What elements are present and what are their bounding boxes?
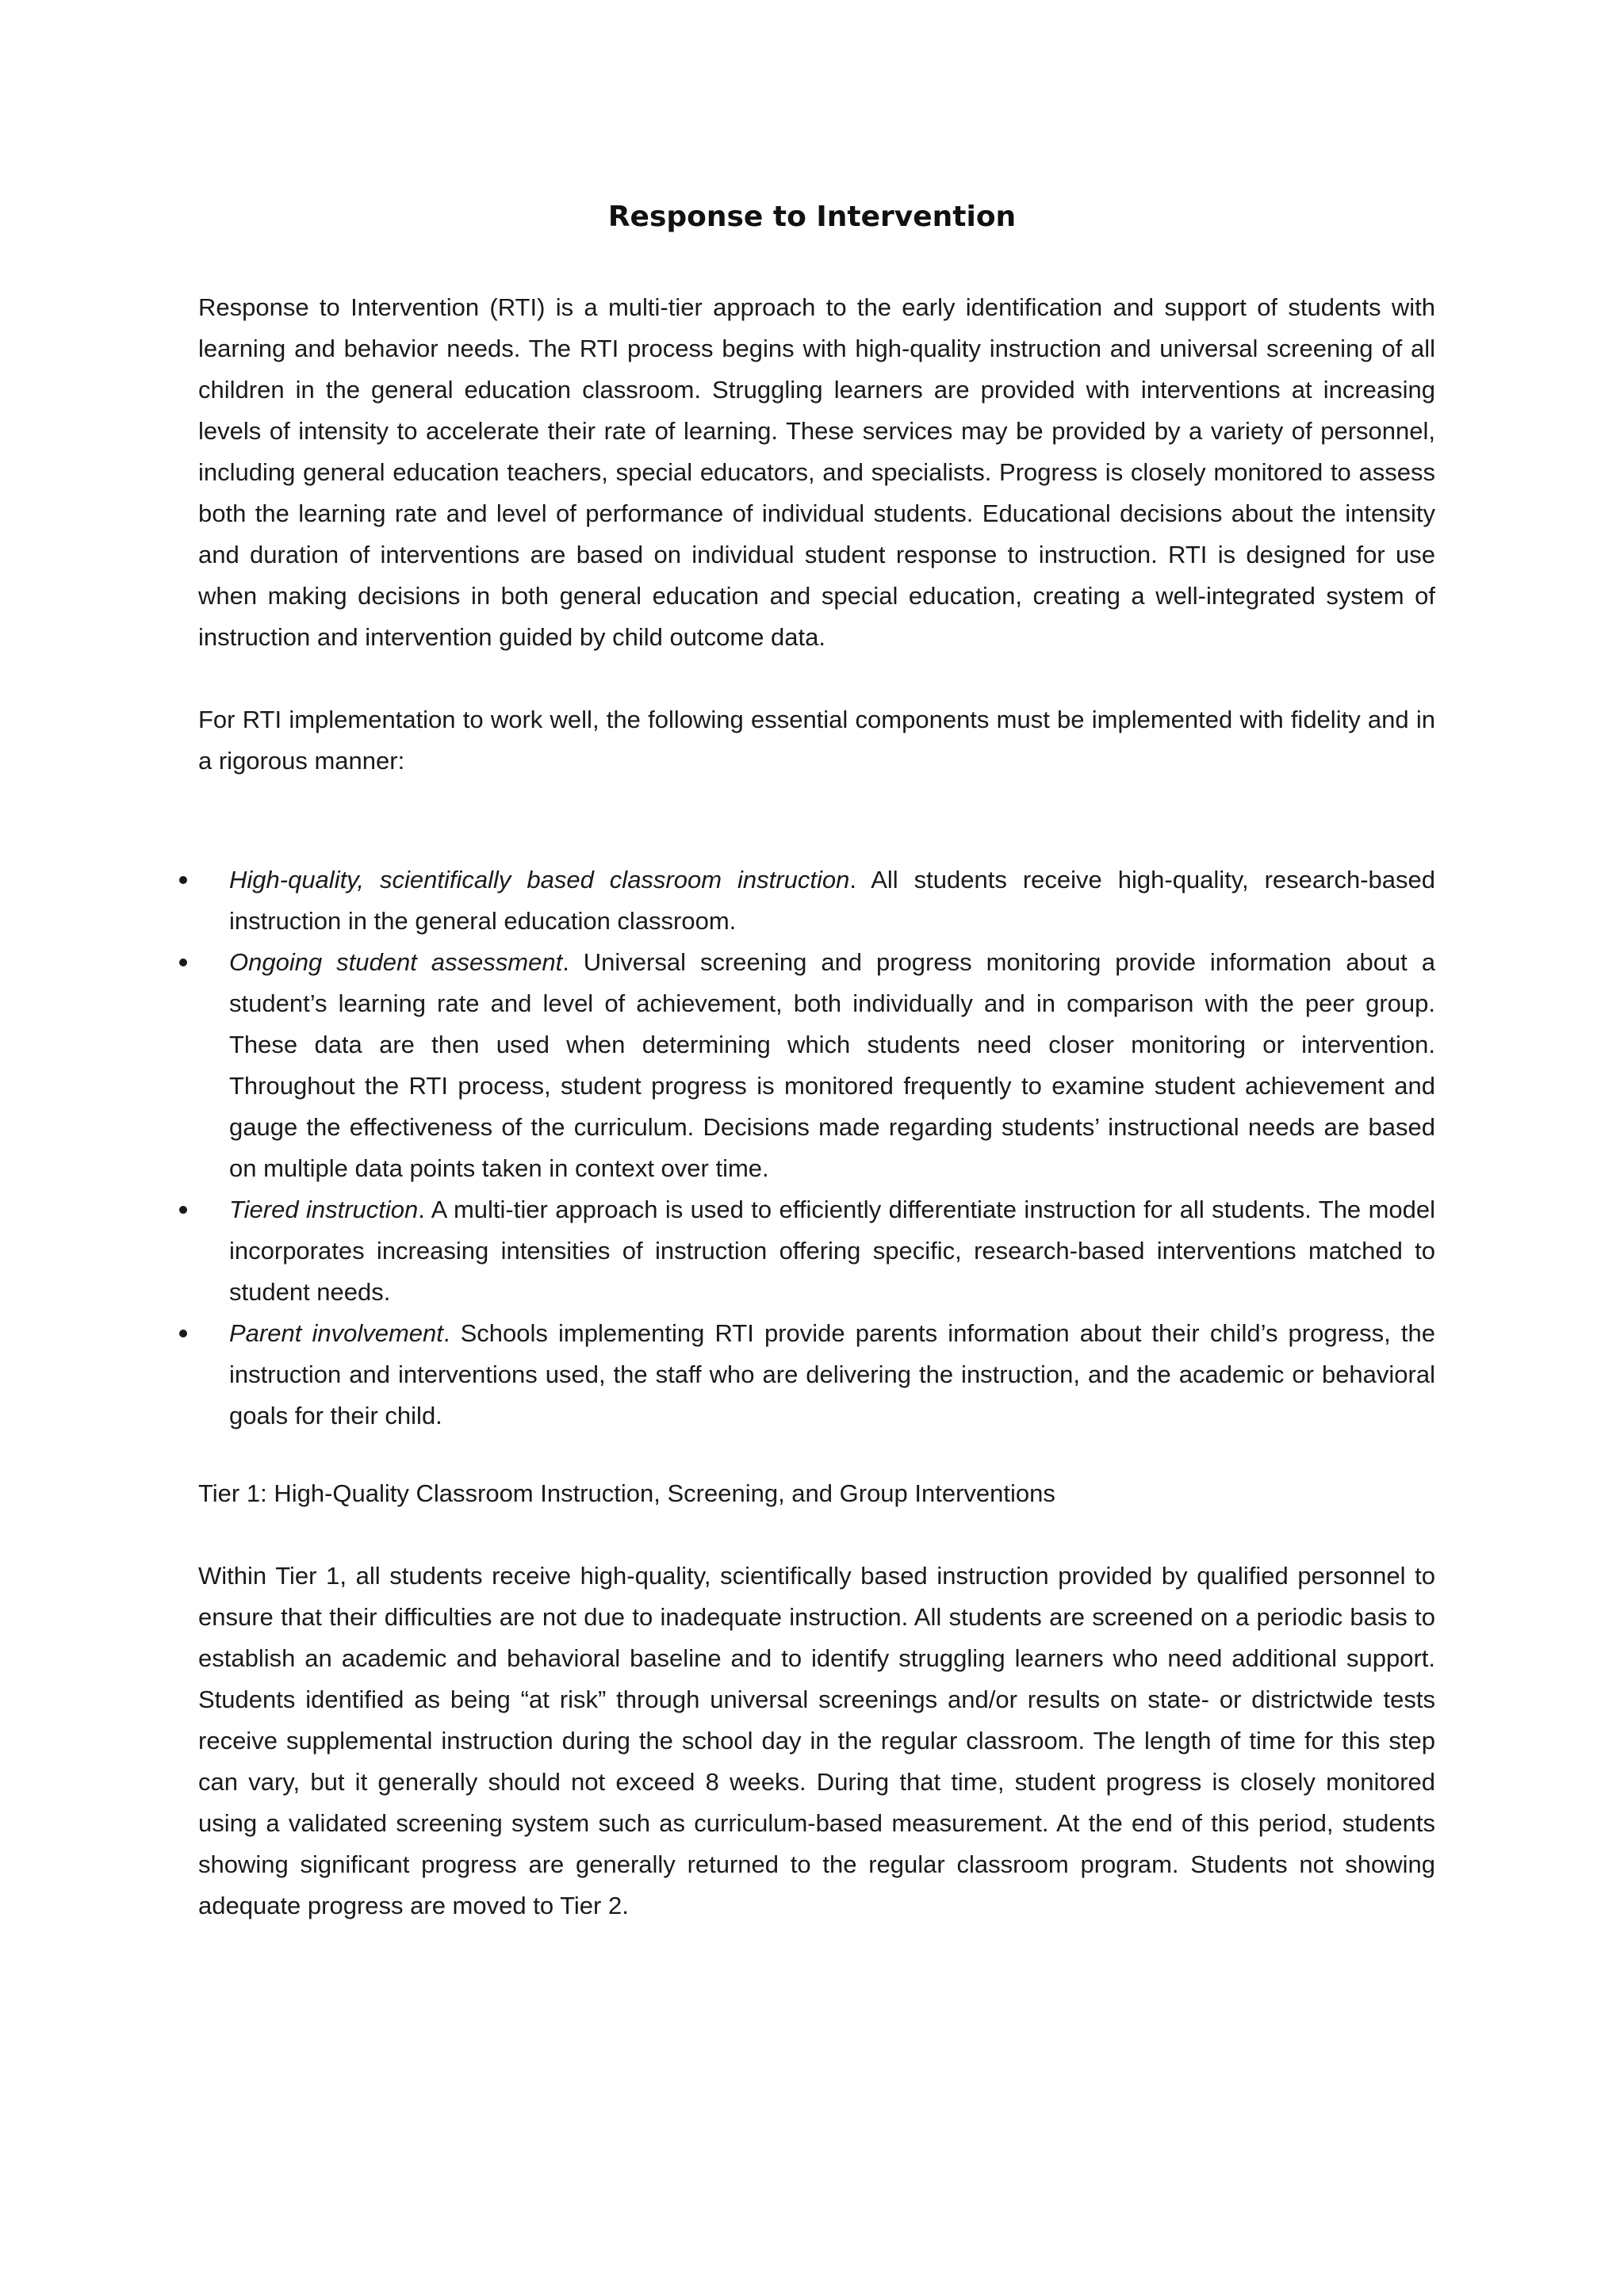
component-term: Ongoing student assessment: [229, 948, 563, 976]
list-item: [0, 942, 1624, 1189]
bullet-icon: [179, 1330, 187, 1337]
document-title: Response to Intervention: [607, 201, 1017, 233]
component-term: High-quality, scientifically based classroom instruction: [229, 866, 850, 894]
list-item-text: [229, 1313, 1435, 1437]
component-description: . Universal screening and progress monitoring provide information about a student’s learning rate and level of achievement, both individually and in comparison with the peer group. These data are then used when determining which students need closer monitoring or intervention. Throughout the RTI process, student progress is monitored frequently to examine student achievement and gauge the effectiveness of the curriculum. Decisions made regarding students’ instructional needs are based on multiple data points taken in context over time.: [229, 948, 1435, 1182]
tier1-paragraph: Within Tier 1, all students receive high-quality, scientifically based instruction provided by qualified personnel to ensure that their difficulties are not due to inadequate instruction. All students are screened on a periodic basis to establish an academic and behavioral baseline and to identify struggling learners who need additional support. Students identified as being “at risk” through universal screenings and/or results on state- or districtwide tests receive supplemental instruction during the school day in the regular classroom. The length of time for this step can vary, but it generally should not exceed 8 weeks. During that time, student progress is closely monitored using a validated screening system such as curriculum-based measurement. At the end of this period, students showing significant progress are generally returned to the regular classroom program. Students not showing adequate progress are moved to Tier 2.: [198, 1562, 1435, 1919]
component-term: Tiered instruction: [229, 1196, 419, 1223]
list-item-text: [229, 942, 1435, 1189]
component-description: . A multi-tier approach is used to efficiently differentiate instruction for all students. The model incorporates increasing intensities of instruction offering specific, research-based interventions matched to student needs.: [229, 1196, 1436, 1306]
components-list: [0, 859, 1624, 1437]
bullet-icon: [179, 876, 187, 884]
component-description: . All students receive high-quality, research-based instruction in the general education classroom.: [229, 866, 1435, 935]
list-item: [0, 1313, 1624, 1437]
list-item-text: [229, 859, 1435, 942]
components-lead-in: For RTI implementation to work well, the following essential components must be implemented with fidelity and in a rigorous manner:: [198, 706, 1435, 775]
component-description: . Schools implementing RTI provide parents information about their child’s progress, the instruction and interventions used, the staff who are delivering the instruction, and the academic or behavioral goals for their child.: [229, 1319, 1435, 1429]
tier1-heading: Tier 1: High-Quality Classroom Instruction, Screening, and Group Interventions: [198, 1479, 1055, 1507]
list-item-text: [229, 1189, 1435, 1313]
bullet-icon: [179, 1206, 187, 1214]
bullet-icon: [179, 959, 187, 966]
list-item: [0, 1189, 1624, 1313]
component-term: Parent involvement: [229, 1319, 443, 1347]
list-item: [0, 859, 1624, 942]
intro-paragraph: Response to Intervention (RTI) is a multi-tier approach to the early identification and support of students with learning and behavior needs. The RTI process begins with high-quality instruction and universal screening of all children in the general education classroom. Struggling learners are provided with interventions at increasing levels of intensity to accelerate their rate of learning. These services may be provided by a variety of personnel, including general education teachers, special educators, and specialists. Progress is closely monitored to assess both the learning rate and level of performance of individual students. Educational decisions about the intensity and duration of interventions are based on individual student response to instruction. RTI is designed for use when making decisions in both general education and special education, creating a well-integrated system of instruction and intervention guided by child outcome data.: [198, 293, 1435, 651]
